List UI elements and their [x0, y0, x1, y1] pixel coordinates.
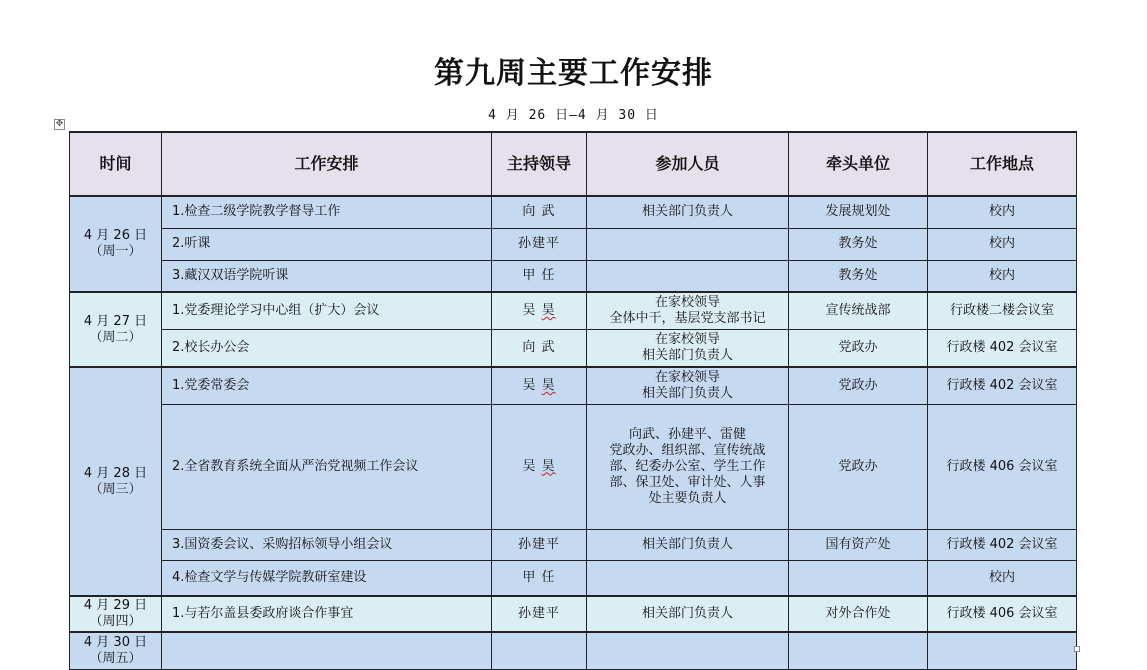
unit-cell: 党政办	[789, 404, 928, 529]
day-date: 4 月 26 日	[83, 228, 148, 243]
task-cell: 1.检查二级学院教学督导工作	[162, 196, 492, 228]
task-cell: 1.党委理论学习中心组（扩大）会议	[162, 292, 492, 329]
table-row	[70, 329, 1077, 367]
header-unit: 牵头单位	[789, 132, 928, 196]
unit-cell: 对外合作处	[789, 596, 928, 632]
place-cell: 行政楼 402 会议室	[928, 367, 1077, 404]
attendees-cell	[587, 228, 789, 260]
task-cell: 2.全省教育系统全面从严治党视频工作会议	[162, 404, 492, 529]
leader-cell: 向 武	[492, 196, 587, 228]
header-task: 工作安排	[162, 132, 492, 196]
header-time: 时间	[70, 132, 162, 196]
attendees-cell: 在家校领导 全体中干，基层党支部书记	[587, 292, 789, 329]
place-cell: 校内	[928, 560, 1077, 596]
day-weekday: （周一）	[89, 244, 142, 259]
table-row	[70, 260, 1077, 292]
leader-cell: 吴 昊	[492, 367, 587, 404]
attendees-cell	[587, 560, 789, 596]
unit-cell	[789, 560, 928, 596]
header-leader: 主持领导	[492, 132, 587, 196]
table-row	[70, 529, 1077, 560]
table-resize-handle[interactable]	[1074, 646, 1080, 652]
day-cell	[70, 367, 162, 596]
attendees-cell: 相关部门负责人	[587, 196, 789, 228]
table-row	[70, 292, 1077, 329]
day-date: 4 月 29 日	[83, 598, 148, 613]
table-row	[70, 560, 1077, 596]
day-date: 4 月 28 日	[83, 465, 148, 481]
day-weekday: （周四）	[89, 614, 142, 629]
place-cell: 行政楼二楼会议室	[928, 292, 1077, 329]
header-row	[70, 132, 1077, 196]
day-weekday: （周二）	[89, 329, 142, 345]
attendees-cell	[587, 260, 789, 292]
date-range: 4 月 26 日—4 月 30 日	[488, 108, 659, 123]
table-row	[70, 632, 1077, 669]
table-row	[70, 196, 1077, 228]
attendees-cell: 向武、孙建平、雷健 党政办、组织部、宣传统战 部、纪委办公室、学生工作 部、保卫处、审计处、人事 处主要负责人	[587, 404, 789, 529]
day-cell	[70, 632, 162, 669]
place-cell: 行政楼 402 会议室	[928, 529, 1077, 560]
table-row	[70, 228, 1077, 260]
day-weekday: （周三）	[89, 481, 142, 497]
place-cell: 校内	[928, 260, 1077, 292]
day-date: 4 月 30 日	[83, 634, 148, 650]
attendees-cell: 在家校领导 相关部门负责人	[587, 367, 789, 404]
day-weekday: （周五）	[89, 650, 142, 666]
task-cell: 3.国资委会议、采购招标领导小组会议	[162, 529, 492, 560]
unit-cell: 教务处	[789, 228, 928, 260]
attendees-cell: 相关部门负责人	[587, 596, 789, 632]
unit-cell	[789, 632, 928, 669]
leader-cell: 孙建平	[492, 596, 587, 632]
table-row	[70, 404, 1077, 529]
attendees-cell	[587, 632, 789, 669]
attendees-cell: 在家校领导 相关部门负责人	[587, 329, 789, 367]
leader-cell: 甲 任	[492, 260, 587, 292]
place-cell: 行政楼 406 会议室	[928, 404, 1077, 529]
unit-cell: 教务处	[789, 260, 928, 292]
unit-cell: 党政办	[789, 367, 928, 404]
leader-cell: 甲 任	[492, 560, 587, 596]
leader-cell: 孙建平	[492, 228, 587, 260]
leader-cell: 吴 昊	[492, 292, 587, 329]
place-cell: 行政楼 406 会议室	[928, 596, 1077, 632]
page-title: 第九周主要工作安排	[434, 56, 713, 91]
task-cell: 2.听课	[162, 228, 492, 260]
task-cell: 4.检查文学与传媒学院教研室建设	[162, 560, 492, 596]
table-move-handle-icon[interactable]: ✥	[55, 119, 64, 129]
unit-cell: 宣传统战部	[789, 292, 928, 329]
leader-cell: 向 武	[492, 329, 587, 367]
place-cell	[928, 632, 1077, 669]
place-cell: 行政楼 402 会议室	[928, 329, 1077, 367]
day-date: 4 月 27 日	[83, 313, 148, 329]
leader-cell: 吴 昊	[492, 404, 587, 529]
unit-cell: 党政办	[789, 329, 928, 367]
table-row	[70, 596, 1077, 632]
task-cell	[162, 632, 492, 669]
unit-cell: 发展规划处	[789, 196, 928, 228]
schedule-table	[69, 131, 1077, 670]
day-cell	[70, 196, 162, 292]
attendees-cell: 相关部门负责人	[587, 529, 789, 560]
task-cell: 1.与若尔盖县委政府谈合作事宜	[162, 596, 492, 632]
day-cell	[70, 292, 162, 367]
place-cell: 校内	[928, 196, 1077, 228]
header-place: 工作地点	[928, 132, 1077, 196]
task-cell: 2.校长办公会	[162, 329, 492, 367]
header-attendees: 参加人员	[587, 132, 789, 196]
day-cell	[70, 596, 162, 632]
place-cell: 校内	[928, 228, 1077, 260]
task-cell: 3.藏汉双语学院听课	[162, 260, 492, 292]
task-cell: 1.党委常委会	[162, 367, 492, 404]
leader-cell	[492, 632, 587, 669]
unit-cell: 国有资产处	[789, 529, 928, 560]
table-row	[70, 367, 1077, 404]
leader-cell: 孙建平	[492, 529, 587, 560]
